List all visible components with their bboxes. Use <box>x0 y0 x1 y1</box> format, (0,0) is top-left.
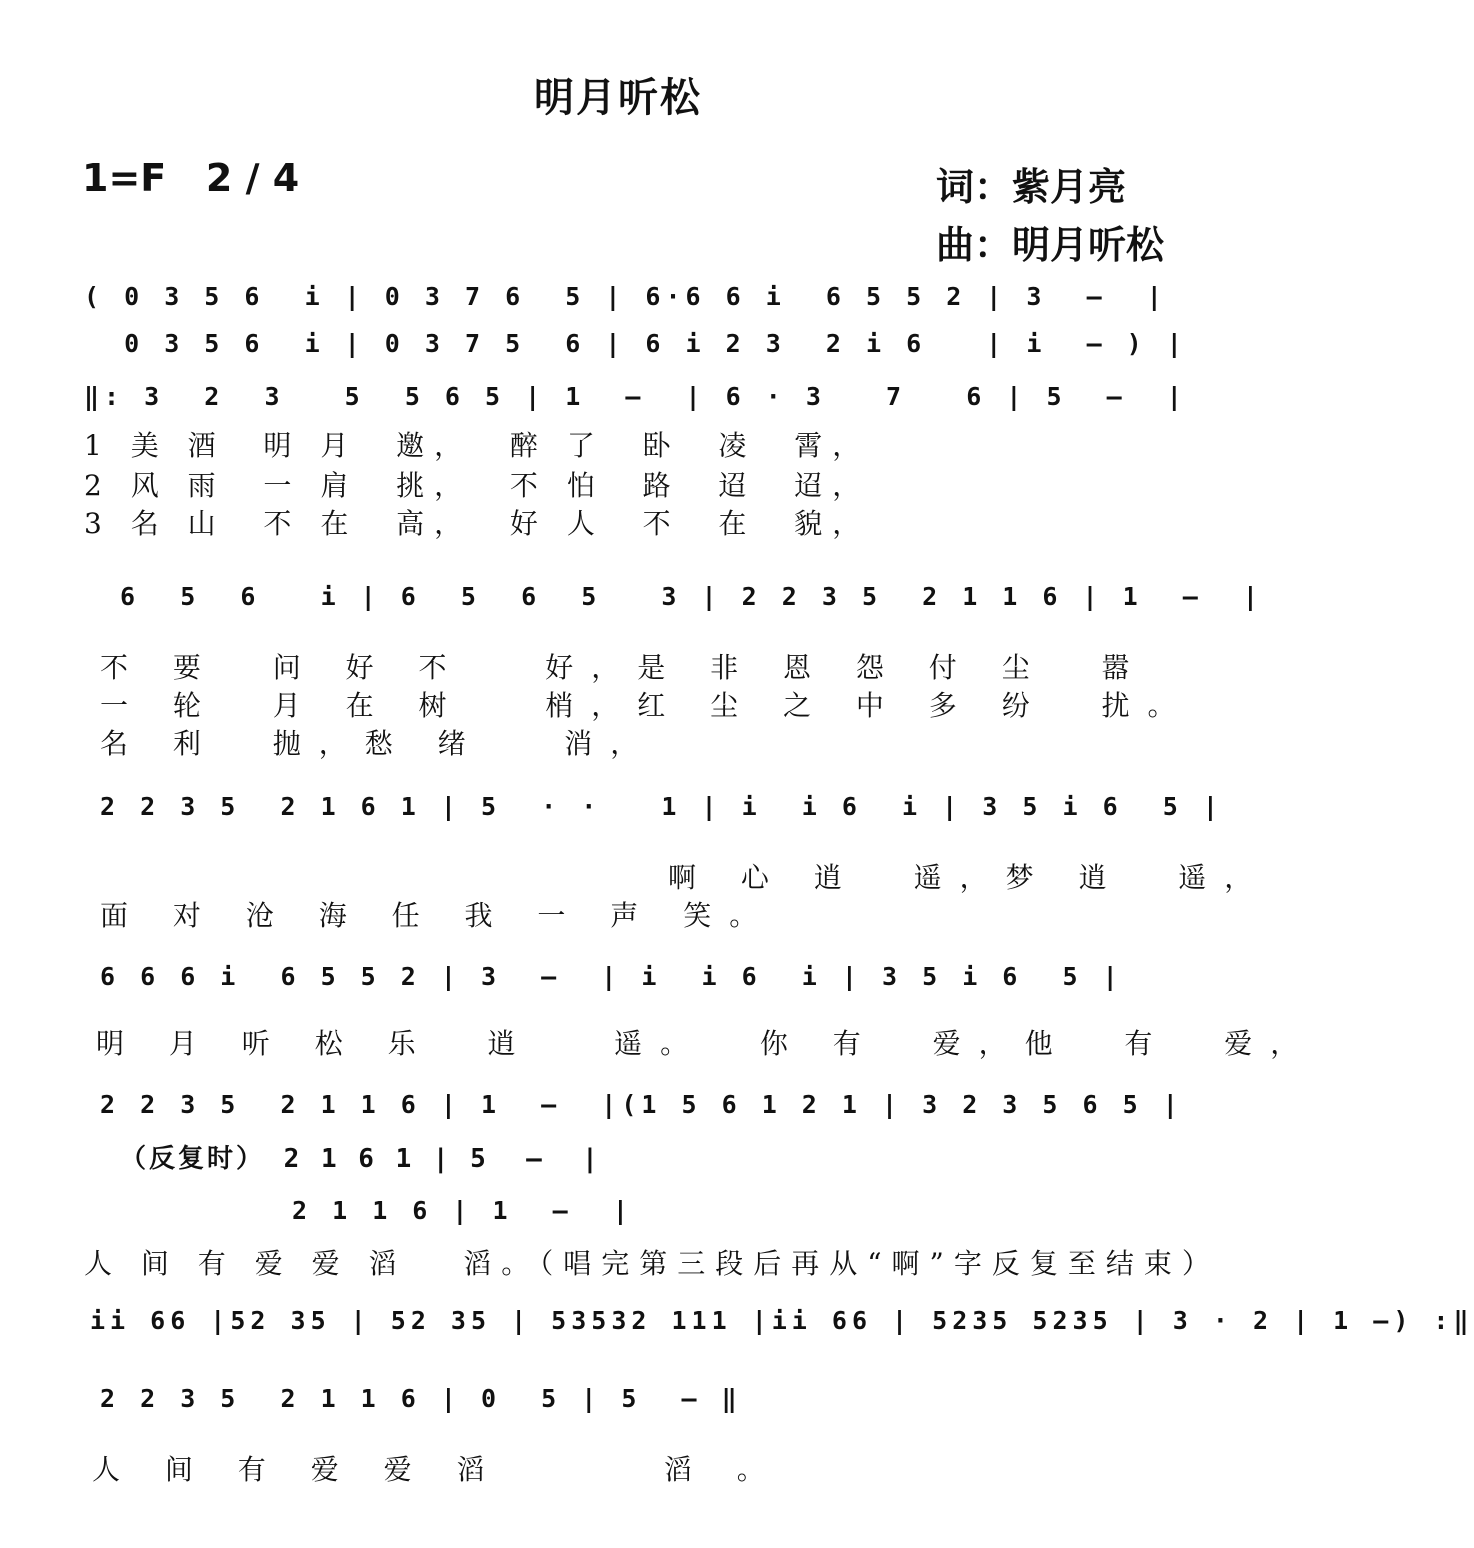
lyricist: 词：紫月亮 <box>936 165 1127 209</box>
lyric-verse-3: 3 名 山 不 在 高， 好 人 不 在 貌， <box>84 507 871 540</box>
notation-line-3: ‖: 3 2 3 5 5 6 5 | 1 – | 6 · 3 7 6 | 5 – | <box>84 382 1187 411</box>
repeat-ending-2: 2 1 1 6 | 1 – | <box>292 1196 633 1225</box>
notation-line-9: 2 2 3 5 2 1 1 6 | 0 5 | 5 – ‖ <box>100 1384 742 1413</box>
lyric-verse-1: 1 美 酒 明 月 邀， 醉 了 卧 凌 霄， <box>84 429 871 462</box>
notation-line-8: ii 66 |52 35 | 52 35 | 53532 111 |ii 66 | 5235 5235 | 3 · 2 | 1 –) :‖ <box>90 1306 1474 1335</box>
lyric-verse-2: 2 风 雨 一 肩 挑， 不 怕 路 迢 迢， <box>84 469 871 502</box>
lyric-line-4c: 名 利 抛，愁 绪 消， <box>100 727 657 760</box>
lyric-line-7: 人 间 有 爱 爱 滔 滔。（唱完第三段后再从“啊”字反复至结束） <box>84 1247 1220 1280</box>
notation-line-5: 2 2 3 5 2 1 6 1 | 5 · · 1 | i i 6 i | 3 5 i 6 5 | <box>100 792 1223 821</box>
lyric-line-5a: 啊 心 逍 遥，梦 逍 遥， <box>668 861 1271 894</box>
lyric-line-5b: 面 对 沧 海 任 我 一 声 笑。 <box>100 899 776 932</box>
key-meter: 1=F 2 ∕ 4 <box>82 156 300 200</box>
notation-line-6: 6 6 6 i 6 5 5 2 | 3 – | i i 6 i | 3 5 i 6 5 | <box>100 962 1123 991</box>
lyric-line-9: 人 间 有 爱 爱 滔 滔 。 <box>92 1453 783 1486</box>
lyric-line-6: 明 月 听 松 乐 逍 遥。 你 有 爱，他 有 爱， <box>96 1027 1317 1060</box>
notation-line-7: 2 2 3 5 2 1 1 6 | 1 – |(1 5 6 1 2 1 | 3 2 3 5 6 5 | <box>100 1090 1183 1119</box>
notation-line-intro-2: 0 3 5 6 i | 0 3 7 5 6 | 6 i 2 3 2 i 6 | i – ) | <box>84 329 1187 358</box>
lyric-line-4b: 一 轮 月 在 树 梢，红 尘 之 中 多 纷 扰。 <box>100 689 1194 722</box>
lyric-line-4a: 不 要 问 好 不 好，是 非 恩 怨 付 尘 嚣 <box>100 651 1148 684</box>
composer: 曲：明月听松 <box>936 223 1165 267</box>
repeat-ending-1: （反复时） 2 1 6 1 | 5 – | <box>120 1144 601 1174</box>
notation-line-4: 6 5 6 i | 6 5 6 5 3 | 2 2 3 5 2 1 1 6 | 1 – | <box>100 582 1263 611</box>
song-title: 明月听松 <box>534 75 702 121</box>
notation-line-intro-1: ( 0 3 5 6 i | 0 3 7 6 5 | 6·6 6 i 6 5 5 2 | 3 – | <box>84 282 1167 311</box>
